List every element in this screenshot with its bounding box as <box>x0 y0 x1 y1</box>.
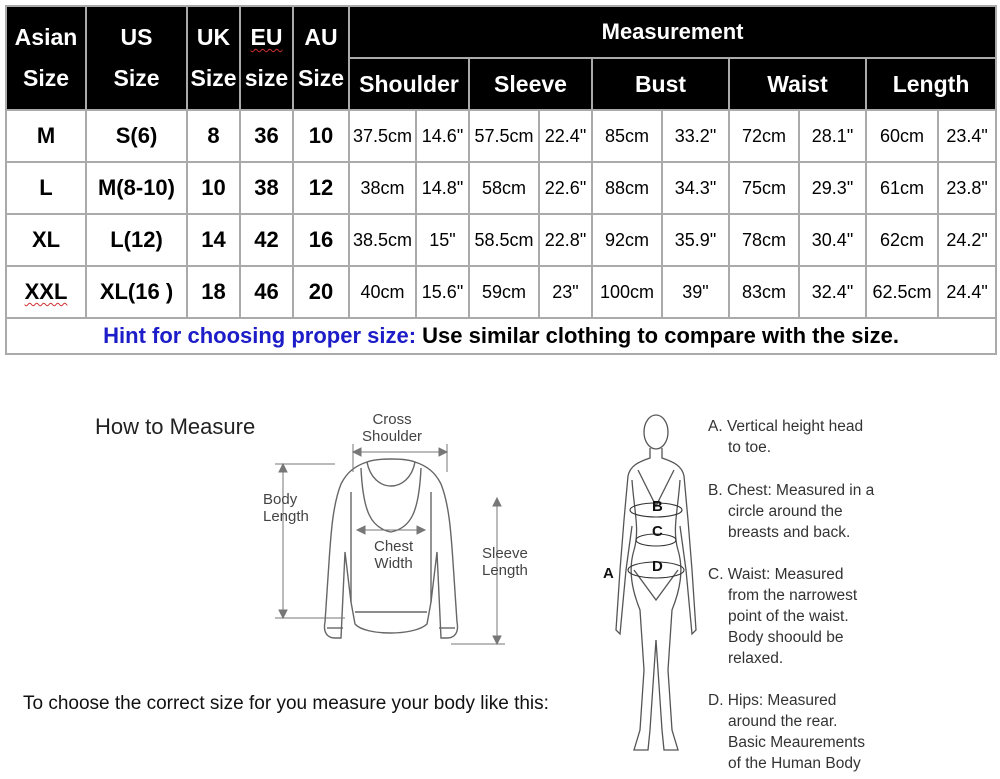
sleeve-cm-cell: 58cm <box>469 162 539 214</box>
uk-size-header: UK Size <box>187 6 240 110</box>
table-row <box>6 214 996 266</box>
bust-cm-cell: 85cm <box>592 110 662 162</box>
uk-size-cell: 10 <box>187 162 240 214</box>
measurement-header: Measurement <box>349 6 996 58</box>
uk-size-cell: 14 <box>187 214 240 266</box>
hint-text <box>6 318 996 354</box>
uk-size-cell: 8 <box>187 110 240 162</box>
shoulder-cm-cell: 37.5cm <box>349 110 416 162</box>
bust-in-cell: 33.2" <box>662 110 729 162</box>
sleeve-length-label: Sleeve Length <box>482 545 528 579</box>
body-letter-c: C <box>652 523 663 540</box>
sleeve-cm-cell: 58.5cm <box>469 214 539 266</box>
us-size-header: US Size <box>86 6 187 110</box>
length-cm-cell: 60cm <box>866 110 938 162</box>
bust-in-cell: 34.3" <box>662 162 729 214</box>
sleeve-header: Sleeve <box>469 58 592 110</box>
length-in-cell: 24.4" <box>938 266 996 318</box>
shoulder-cm-cell: 38.5cm <box>349 214 416 266</box>
shoulder-cm-cell: 38cm <box>349 162 416 214</box>
body-letter-d: D <box>652 558 663 575</box>
us-size-cell: L(12) <box>86 214 187 266</box>
cross-shoulder-label: Cross Shoulder <box>362 411 423 445</box>
how-to-measure-title: How to Measure <box>95 414 256 439</box>
us-size-cell: XL(16 ) <box>86 266 187 318</box>
bust-cm-cell: 100cm <box>592 266 662 318</box>
bust-cm-cell: 92cm <box>592 214 662 266</box>
sleeve-in-cell: 22.8" <box>539 214 592 266</box>
waist-in-cell: 29.3" <box>799 162 866 214</box>
legend-a: A. Vertical height head to toe. <box>708 418 864 456</box>
shoulder-cm-cell: 40cm <box>349 266 416 318</box>
hint-lead: Hint for choosing proper size: <box>103 323 417 348</box>
waist-cm-cell: 72cm <box>729 110 799 162</box>
choose-size-instruction: To choose the correct size for you measure your body like this: <box>23 693 549 714</box>
table-row <box>6 162 996 214</box>
waist-header: Waist <box>729 58 866 110</box>
au-size-header: AU Size <box>293 6 349 110</box>
asian-size-cell: XL <box>6 214 86 266</box>
sleeve-in-cell: 22.6" <box>539 162 592 214</box>
shoulder-in-cell: 15.6" <box>416 266 469 318</box>
body-letter-a: A <box>603 565 614 582</box>
legend-c: C. Waist: Measured from the narrowest point of the waist. Body shoould be relaxed. <box>708 566 858 667</box>
chest-width-label: Chest Width <box>374 538 414 572</box>
shoulder-in-cell: 14.8" <box>416 162 469 214</box>
length-cm-cell: 62.5cm <box>866 266 938 318</box>
legend-d: D. Hips: Measured around the rear. Basic Meaurements of the Human Body <box>708 692 865 772</box>
waist-cm-cell: 78cm <box>729 214 799 266</box>
shoulder-in-cell: 14.6" <box>416 110 469 162</box>
bust-in-cell: 35.9" <box>662 214 729 266</box>
waist-in-cell: 28.1" <box>799 110 866 162</box>
waist-in-cell: 30.4" <box>799 214 866 266</box>
length-header: Length <box>866 58 996 110</box>
length-in-cell: 24.2" <box>938 214 996 266</box>
bust-cm-cell: 88cm <box>592 162 662 214</box>
au-size-cell: 16 <box>293 214 349 266</box>
us-size-cell: S(6) <box>86 110 187 162</box>
asian-size-cell: M <box>6 110 86 162</box>
eu-size-cell: 46 <box>240 266 293 318</box>
shoulder-header: Shoulder <box>349 58 469 110</box>
table-row <box>6 110 996 162</box>
eu-size-cell: 36 <box>240 110 293 162</box>
length-in-cell: 23.4" <box>938 110 996 162</box>
legend-b: B. Chest: Measured in a circle around the breasts and back. <box>708 482 875 541</box>
bust-in-cell: 39" <box>662 266 729 318</box>
sleeve-in-cell: 22.4" <box>539 110 592 162</box>
body-length-label: Body Length <box>263 491 309 525</box>
size-chart-table <box>5 5 997 355</box>
waist-in-cell: 32.4" <box>799 266 866 318</box>
eu-size-header: EU size <box>240 6 293 110</box>
length-cm-cell: 61cm <box>866 162 938 214</box>
waist-cm-cell: 83cm <box>729 266 799 318</box>
asian-size-cell: L <box>6 162 86 214</box>
sleeve-in-cell: 23" <box>539 266 592 318</box>
hint-row <box>6 318 996 354</box>
hint-rest: Use similar clothing to compare with the size. <box>416 323 899 348</box>
uk-size-cell: 18 <box>187 266 240 318</box>
sleeve-cm-cell: 57.5cm <box>469 110 539 162</box>
us-size-cell: M(8-10) <box>86 162 187 214</box>
au-size-cell: 20 <box>293 266 349 318</box>
body-letter-b: B <box>652 498 663 515</box>
waist-cm-cell: 75cm <box>729 162 799 214</box>
au-size-cell: 12 <box>293 162 349 214</box>
asian-size-cell: XXL <box>6 266 86 318</box>
sleeve-cm-cell: 59cm <box>469 266 539 318</box>
length-in-cell: 23.8" <box>938 162 996 214</box>
length-cm-cell: 62cm <box>866 214 938 266</box>
header-row-top <box>6 6 996 58</box>
table-row <box>6 266 996 318</box>
bust-header: Bust <box>592 58 729 110</box>
eu-size-cell: 38 <box>240 162 293 214</box>
body-figure-diagram <box>604 410 714 770</box>
asian-size-header: Asian Size <box>6 6 86 110</box>
eu-size-cell: 42 <box>240 214 293 266</box>
au-size-cell: 10 <box>293 110 349 162</box>
shoulder-in-cell: 15" <box>416 214 469 266</box>
